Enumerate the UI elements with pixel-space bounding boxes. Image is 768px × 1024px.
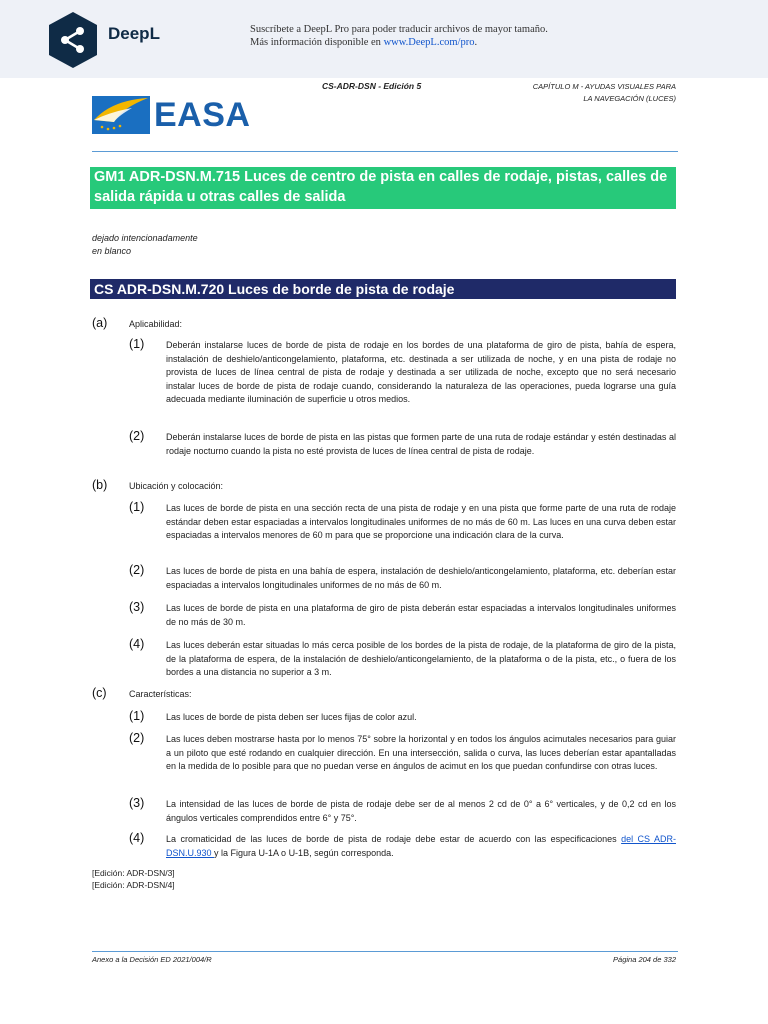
footer-divider	[92, 951, 678, 952]
item-b3-text: Las luces de borde de pista en una plataforma de giro de pista deberán estar espaciadas a intervalos longitudinales uniformes de no más de 30 m.	[166, 603, 676, 627]
item-b3-number: (3)	[129, 600, 145, 614]
item-c2-number: (2)	[129, 731, 145, 745]
deepl-banner	[0, 0, 768, 78]
header-divider	[92, 151, 678, 152]
item-b4-text: Las luces deberán estar situadas lo más cerca posible de los bordes de la pista de rodaje, de la plataforma de giro de la pista, de la plataforma de espera, de la instalación de deshielo/anticongelamiento, de la plataforma o de la pista, etc., o fuera de los bordes a una distancia no superior a 3 m.	[166, 640, 676, 677]
easa-logo-text: EASA	[154, 96, 251, 134]
easa-logo-icon	[92, 96, 150, 134]
item-a1-number: (1)	[129, 337, 145, 351]
chapter-header	[533, 81, 676, 105]
item-c4-text-before: La cromaticidad de las luces de borde de pista de rodaje debe estar de acuerdo con las especificaciones	[166, 834, 622, 844]
item-b1-number: (1)	[129, 500, 145, 514]
section-b-title: Ubicación y colocación:	[129, 481, 224, 491]
deepl-brand-name[interactable]: DeepL	[108, 24, 160, 43]
item-b1-text: Las luces de borde de pista en una sección recta de una pista de rodaje y en una pista que forme parte de una ruta de rodaje estándar deben estar espaciadas a intervalos longitudinales uniformes de no más de 60 m. Las luces en una curva deben estar espaciadas a intervalos menores de 60 m para que se proporcione una indicación clara de la curva.	[166, 503, 676, 540]
footer-decision: Anexo a la Decisión ED 2021/004/R	[92, 955, 212, 964]
item-b4-number: (4)	[129, 637, 145, 651]
banner-line-2-prefix: Más información disponible en	[250, 36, 384, 48]
doc-code: CS-ADR-DSN - Edición 5	[322, 81, 422, 91]
item-c3-number: (3)	[129, 796, 145, 810]
item-c4-number: (4)	[129, 831, 145, 845]
edition-note-1: [Edición: ADR-DSN/3]	[92, 868, 175, 878]
item-b2-text: Las luces de borde de pista en una bahía de espera, instalación de deshielo/anticongelamiento, plataforma, etc. deberían estar espaciadas a intervalos longitudinales uniformes de no más de 60 m.	[166, 566, 676, 590]
section-b-label: (b)	[92, 478, 108, 492]
item-c2-text: Las luces deben mostrarse hasta por lo menos 75° sobre la horizontal y en todos los ángulos acimutales necesarios para guiar a un piloto que esté rodando en cualquier dirección. En una intersección, salida o curva, las luces deberían estar apantalladas en la medida de lo posible para que no puedan verse en ángulos de acimut en los que puedan confundirse con otras luces.	[166, 734, 676, 771]
deepl-logo-icon	[46, 10, 100, 70]
blank-note-line-2: en blanco	[92, 246, 132, 256]
gm-section-title: GM1 ADR-DSN.M.715 Luces de centro de pista en calles de rodaje, pistas, calles de salida rápida u otras calles de salida	[90, 167, 676, 209]
chapter-line-1: CAPÍTULO M - AYUDAS VISUALES PARA	[532, 82, 676, 91]
item-b2-number: (2)	[129, 563, 145, 577]
section-c-title: Características:	[129, 689, 192, 699]
item-a2-number: (2)	[129, 429, 145, 443]
section-a-label: (a)	[92, 316, 108, 330]
item-a2-text: Deberán instalarse luces de borde de pista en las pistas que formen parte de una ruta de rodaje estándar y estén destinadas al rodaje nocturno cuando la pista no esté provista de luces de línea central de pista de rodaje.	[166, 432, 676, 456]
banner-line-2	[250, 37, 548, 50]
item-c3-text: La intensidad de las luces de borde de pista de rodaje debe ser de al menos 2 cd de 0° a 6° verticales, y de 0,2 cd en los ángulos verticales comprendidos entre 6° y 75°.	[166, 799, 676, 823]
footer-page-number: Página 204 de 332	[613, 955, 676, 964]
section-a-title: Aplicabilidad:	[129, 319, 183, 329]
deepl-pro-link[interactable]: www.DeepL.com/pro	[383, 36, 475, 48]
item-a1-text: Deberán instalarse luces de borde de pista de rodaje en los bordes de una plataforma de giro de pista, bahía de espera, instalación de deshielo/anticongelamiento, plataforma, etc. destinada a ser utilizada de noche, y en una pista de rodaje no provista de luces de línea central de pista de rodaje y destinada a ser utilizada de noche, excepto que no será necesario instalar luces de borde de pista de rodaje cuando, considerando la naturaleza de las operaciones, pueda lograrse una guía adecuada mediante iluminación de superficie u otros medios.	[166, 340, 676, 404]
banner-promo-text	[250, 24, 548, 49]
section-c-label: (c)	[92, 686, 107, 700]
edition-note-2: [Edición: ADR-DSN/4]	[92, 880, 175, 890]
banner-line-2-suffix: .	[474, 36, 478, 48]
banner-line-1: Suscríbete a DeepL Pro para poder traducir archivos de mayor tamaño.	[250, 24, 548, 35]
chapter-line-2: LA NAVEGACIÓN (LUCES)	[583, 94, 676, 103]
cs-adr-dsn-u930-link[interactable]: del CS ADR-DSN.U.930	[166, 834, 676, 858]
item-c4-text	[166, 833, 676, 860]
item-c1-text: Las luces de borde de pista deben ser luces fijas de color azul.	[166, 712, 417, 722]
item-c4-text-after: y la Figura U-1A o U-1B, según corresponda.	[214, 847, 394, 858]
item-c1-number: (1)	[129, 709, 145, 723]
blank-note	[92, 232, 198, 258]
blank-note-line-1: dejado intencionadamente	[92, 233, 198, 243]
cs-section-title: CS ADR-DSN.M.720 Luces de borde de pista de rodaje	[90, 279, 676, 299]
